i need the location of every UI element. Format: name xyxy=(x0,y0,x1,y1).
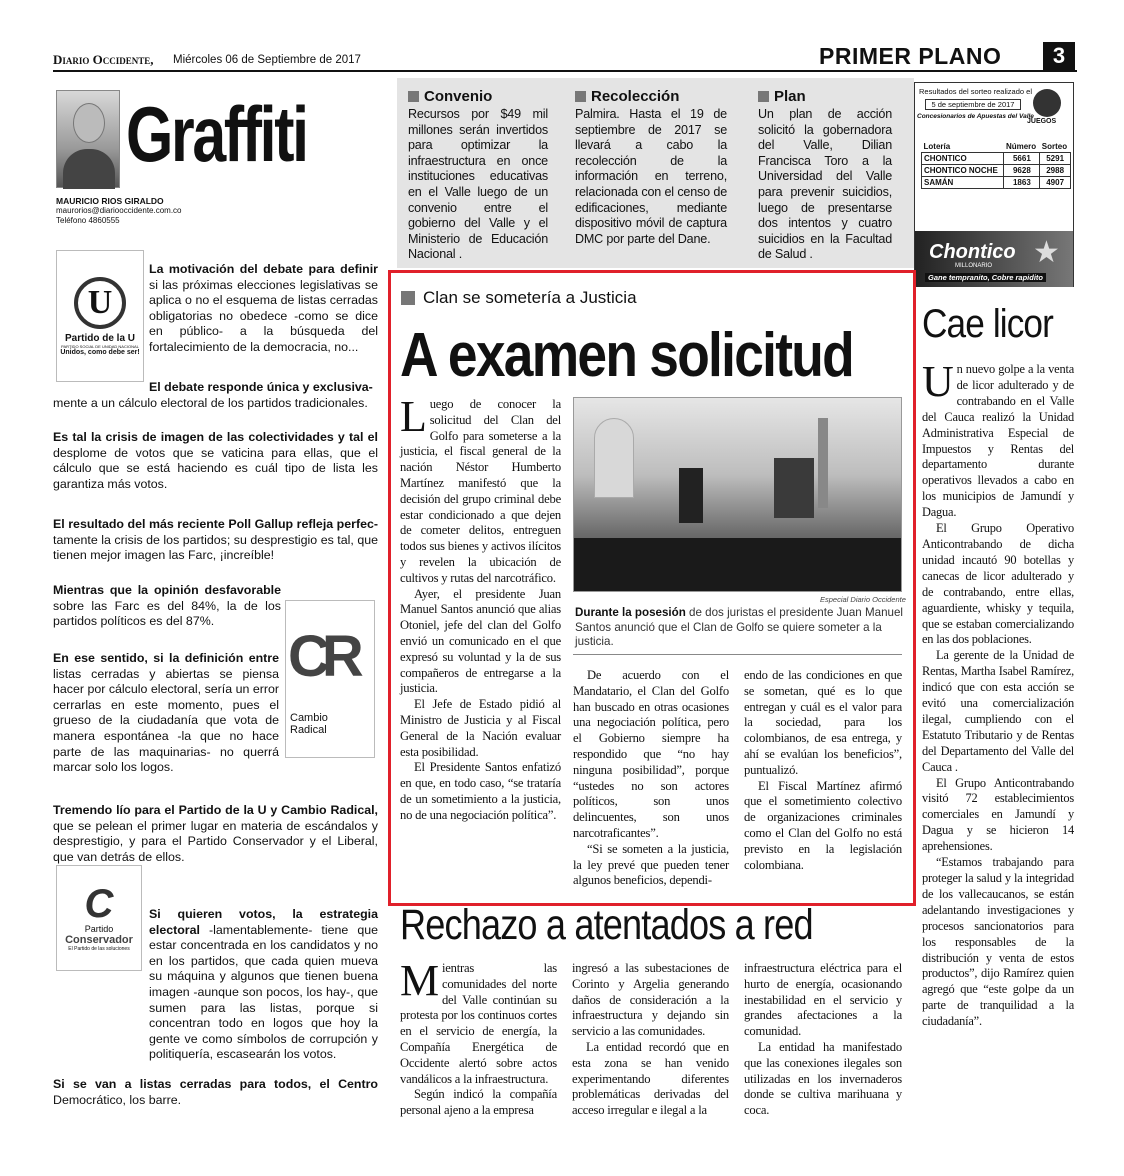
col-loteria: Lotería xyxy=(923,142,951,151)
cr-name: Cambio xyxy=(290,712,328,724)
main-col-3 xyxy=(744,668,902,873)
lottery-ad xyxy=(914,82,1074,287)
paragraph: La gerente de la Unidad de Rentas, Martha Isabel Ramírez, indicó que con esta acción se evitó una comercialización ilegal, cumpliendo con el Estatuto Tributario y de Rentas del Departamento del Valle del Cauca . xyxy=(922,648,1074,774)
columnist-photo xyxy=(56,90,120,188)
lottery-name: CHONTICO NOCHE xyxy=(922,165,1004,177)
lottery-number: 9628 xyxy=(1004,165,1040,177)
square-bullet-icon xyxy=(408,91,419,102)
item-lead: Tremendo lío para el Partido de la U y Cambio Radical, xyxy=(53,803,378,817)
caption-lead: Durante la posesión xyxy=(575,606,686,619)
item-lead: El resultado del más reciente Poll Gallup refleja perfec- xyxy=(53,517,378,531)
table-row xyxy=(922,177,1071,189)
graffiti-item xyxy=(149,262,378,356)
item-text: desplome de votos que se vaticina para ellas, que el cálculo que se está haciendo es cuál tipo de lista les garantiza más votos. xyxy=(53,445,378,491)
drop-cap: L xyxy=(400,392,427,441)
graffiti-item xyxy=(53,803,378,865)
cr-name2: Radical xyxy=(290,724,327,736)
brief-text: Recursos por $49 mil millones serán invertidos para optimizar la infraestructura en once instituciones educativas en el Valle luego de un convenio entre el gobierno del Valle y el Ministerio de Educación Nacional . xyxy=(408,107,548,262)
table-row xyxy=(922,153,1071,165)
column-title: Graffiti xyxy=(126,90,307,178)
brief-convenio xyxy=(408,88,548,263)
paragraph: “Estamos trabajando para proteger la salud y la integridad de los vallecaucanos, se están adelantando investigaciones y procesos sancionatorios para los responsables de la distribución y venta de estos productos”, dijo Ramírez quien agregó que “este golpe da un parte de tranquilidad a la ciudadanía”. xyxy=(922,855,1074,1029)
graffiti-item xyxy=(149,907,378,1063)
item-text: listas cerradas y abiertas se piensa hacer por cálculo electoral, sería un error cerrarlas en este momento, pues el grueso de la ciudadanía que vota de manera espontánea -la que no hace parte de las maquinarias- no querrá marcar solo los logos. xyxy=(53,666,279,775)
item-lead: La motivación del debate para definir xyxy=(149,262,378,276)
logo-u-motto: Unidos, como debe ser! xyxy=(60,348,140,356)
paragraph: uego de conocer la solicitud del Clan del Golfo para someterse a la justicia, el fiscal general de la nación Néstor Humberto Martínez manifestó que la decisión del grupo criminal debe estar condicionado a que dejen de cometer delitos, entreguen todos sus bienes y activos ilícitos y revelen la ubicación de cultivos y rutas del narcotráfico. xyxy=(400,397,561,585)
item-lead: El debate responde única y exclusiva- xyxy=(149,380,373,394)
columnist-phone: Teléfono 4860555 xyxy=(56,216,120,225)
masthead xyxy=(53,42,1077,72)
item-text: que se pelean el primer lugar en materia de escándalos y desprestigio, y para el Partido Conservador y el Liberal, que van detrás de ellos. xyxy=(53,818,378,864)
graffiti-item xyxy=(53,651,279,776)
paragraph: infraestructura eléctrica para el hurto de energía, ocasionando inestabilidad en el servicio y grandes afectaciones a la comunidad. xyxy=(744,961,902,1039)
item-lead: Si quieren votos, la estrategia electoral xyxy=(149,907,378,937)
paragraph: n nuevo golpe a la venta de licor adulterado y de contrabando en el Valle del Cauca realizó la Unidad Administrativa Especial de Impuestos y Rentas del departamento durante operativos llevados a cabo en los municipios de Jamundí y Dagua. xyxy=(922,362,1074,520)
second-headline: Rechazo a atentados a red xyxy=(400,901,813,949)
photo-credit: Especial Diario Occidente xyxy=(820,595,906,604)
columnist-name: MAURICIO RIOS GIRALDO xyxy=(56,196,164,206)
paragraph: El Grupo Anticontrabando visitó 72 establecimientos comerciales en Jamundí y Dagua y se hicieron 14 aprehensiones. xyxy=(922,775,1074,854)
square-bullet-icon xyxy=(758,91,769,102)
paragraph: La entidad recordó que en esta zona se han venido experimentando diferentes problemáticas derivadas del acceso irregular e ilegal a la xyxy=(572,1039,729,1118)
paragraph: ientras las comunidades del norte del Valle continúan su protesta por los continuos cortes en el servicio de energía, la Compañía Energética de Occidente alertó sobre actos vandálicos a la infraestructura. xyxy=(400,961,557,1086)
drop-cap: U xyxy=(922,357,954,406)
brief-title: Recolección xyxy=(591,88,680,105)
logo-u-name: Partido de la U xyxy=(64,332,135,344)
paragraph: “Si se someten a la justicia, la ley prevé que pueden tener algunos beneficios, dependi- xyxy=(573,841,729,888)
brief-plan xyxy=(758,88,892,263)
caption-divider xyxy=(573,654,902,655)
item-text: sobre las Farc es del 84%, la de los partidos políticos es del 87%. xyxy=(53,598,281,629)
star-icon: ★ xyxy=(1033,236,1060,269)
lottery-name: CHONTICO xyxy=(922,153,1004,165)
col-sorteo: Sorteo xyxy=(1041,142,1068,151)
side-col xyxy=(922,357,1074,1030)
graffiti-item-cont xyxy=(53,396,378,412)
paragraph: La entidad ha manifestado que las conexiones ilegales son utilizadas en los invernaderos donde se cultiva marihuana y coca. xyxy=(744,1039,902,1118)
main-col-2 xyxy=(573,668,729,889)
cambio-radical-logo xyxy=(285,600,375,758)
lottery-draw: 4907 xyxy=(1040,177,1071,189)
paragraph: Según indicó la compañía personal ajeno a la empresa xyxy=(400,1087,557,1118)
cr-mark-icon xyxy=(288,622,356,692)
square-bullet-icon xyxy=(575,91,586,102)
juegos-logo-icon xyxy=(1033,89,1061,117)
main-headline: A examen solicitud xyxy=(400,321,854,390)
paragraph: El Grupo Operativo Anticontrabando de dicha unidad incautó 90 botellas y canecas de licor adulterado y de contrabando, entre ellas, aguardiente, whisky y tequila, que se estaban comercializando en las dos poblaciones. xyxy=(922,521,1074,647)
c-mark: C xyxy=(84,882,114,926)
graffiti-item xyxy=(53,1077,378,1108)
item-text: mente a un cálculo electoral de los partidos tradicionales. xyxy=(53,396,368,410)
col-numero: Número xyxy=(1005,142,1037,151)
paragraph: ingresó a las subestaciones de Corinto y Argelia generando daños de consideración a la infraestructura y dejando sin servicio a las comunidades. xyxy=(572,961,729,1039)
item-lead: Es tal la crisis de imagen de las colectividades y tal el xyxy=(53,430,378,444)
chontico-banner xyxy=(915,231,1073,287)
kicker-text: Clan se sometería a Justicia xyxy=(423,288,637,307)
page-number: 3 xyxy=(1043,42,1075,70)
paragraph: Ayer, el presidente Juan Manuel Santos anunció que alias Otoniel, jefe del clan del Golfo envió un comunicado en el que expresó su voluntad y la de sus compañeros de entregarse a la justicia. xyxy=(400,586,561,696)
c-name: Partido xyxy=(84,924,114,934)
table-row xyxy=(922,165,1071,177)
item-text: -lamentablemente- tiene que estar concentrada en los candidatos y no en los partidos, que cada quien mueva su máquina y algunos que tienen buena imagen -aunque son pocos, los hay-, que sumen para las listas, porque si concentran todo en logos que hoy la gente ve como símbolos de corrupción y politiquería, escasearán los votos. xyxy=(149,922,378,1062)
drop-cap: M xyxy=(400,956,439,1005)
u-letter: U xyxy=(87,283,113,321)
caption-text: de dos juristas el presidente Juan Manuel Santos anunció que el Clan de Golfo se quiere someter a la justicia. xyxy=(575,606,904,649)
paragraph: El Presidente Santos enfatizó en que, en todo caso, “se trataría de un sometimiento a la justicia, no de una negociación política”. xyxy=(400,760,561,822)
lottery-name: SAMÁN xyxy=(922,177,1004,189)
issue-date: Miércoles 06 de Septiembre de 2017 xyxy=(173,54,361,66)
partido-conservador-logo xyxy=(56,865,142,971)
second-col-3 xyxy=(744,961,902,1119)
graffiti-item xyxy=(53,583,281,630)
c-sub: El Partido de las soluciones xyxy=(68,946,130,952)
side-headline: Cae licor xyxy=(922,302,1053,346)
lottery-table xyxy=(921,141,1071,189)
paper-name: Diario Occidente, xyxy=(53,52,154,67)
lottery-draw: 5291 xyxy=(1040,153,1071,165)
item-text: Democrático, los barre. xyxy=(53,1092,182,1107)
chontico-sub: MILLONARIO xyxy=(955,263,993,269)
main-kicker xyxy=(401,288,637,308)
graffiti-item xyxy=(53,517,378,564)
second-col-2 xyxy=(572,961,729,1119)
partido-u-logo xyxy=(56,250,144,382)
brief-recoleccion xyxy=(575,88,727,247)
main-col-1 xyxy=(400,392,561,824)
brief-title: Plan xyxy=(774,88,806,105)
item-text: si las próximas elecciones legislativas se aplica o no el esquema de listas cerradas obligatorias no obedece -como se dice en público- a la búsqueda del fortalecimiento de la democracia, no... xyxy=(149,277,378,354)
lottery-header: Resultados del sorteo realizado el xyxy=(919,87,1032,96)
chontico-brand: Chontico xyxy=(929,241,1016,263)
brief-title: Convenio xyxy=(424,88,493,105)
columnist-email: maurorios@diariooccidente.com.co xyxy=(56,206,182,215)
lottery-number: 1863 xyxy=(1004,177,1040,189)
second-col-1 xyxy=(400,956,557,1119)
item-lead: En ese sentido, si la definición entre xyxy=(53,651,279,665)
lottery-number: 5661 xyxy=(1004,153,1040,165)
paragraph: El Jefe de Estado pidió al Ministro de Justicia y al Fiscal General de la Nación evaluar esta posibilidad. xyxy=(400,697,561,759)
chontico-slogan: Gane tempranito, Cobre rapidito xyxy=(925,273,1046,282)
lottery-date: 5 de septiembre de 2017 xyxy=(925,99,1021,110)
item-text: tamente la crisis de los partidos; su desprestigio es tal, que tienen mejor imagen las Farc, ¡increíble! xyxy=(53,532,378,563)
paragraph: De acuerdo con el Mandatario, el Clan del Golfo han buscado en otras ocasiones una negociación política, pero el Gobierno siempre ha respondido que “no hay ninguna posibilidad”, porque “ustedes no son actores políticos, son unos delincuentes, son unos narcotraficantes”. xyxy=(573,668,729,840)
paragraph: endo de las condiciones en que se sometan, qué es lo que entregan y cuál es el valor para la sociedad, para los colombianos, de esa entrega, y ahí se evalúan los beneficios”, puntualizó. xyxy=(744,668,902,777)
brief-text: Un plan de acción solicitó la gobernadora del Valle, Dilian Francisca Toro a la Universidad del Valle para prevenir suicidios, luego de presentarse dos intentos y cuatro suicidios en la Facultad de Salud . xyxy=(758,107,892,262)
c-mark-icon xyxy=(85,884,114,924)
graffiti-item xyxy=(149,380,378,396)
u-circle-icon xyxy=(74,277,126,329)
logo-u-sub: PARTIDO SOCIAL DE UNIDAD NACIONAL xyxy=(61,343,139,349)
lottery-org: Concesionarios de Apuestas del Valle xyxy=(917,113,1034,120)
graffiti-item xyxy=(53,430,378,492)
juegos-logo-text: JUEGOS xyxy=(1027,118,1057,125)
c-name2: Conservador xyxy=(65,934,133,946)
brief-text: Palmira. Hasta el 19 de septiembre de 2017 se llevará a cabo la recolección de la información en terreno, relacionada con el censo de edificaciones, mediante dispositivo móvil de captura DMC por parte del Dane. xyxy=(575,107,727,246)
item-lead: Si se van a listas cerradas para todos, el Centro xyxy=(53,1077,378,1091)
paragraph: El Fiscal Martínez afirmó que el sometimiento colectivo de organizaciones criminales como el Clan del Golfo no está previsto en la legislación colombiana. xyxy=(744,778,902,872)
item-lead: Mientras que la opinión desfavorable xyxy=(53,583,281,597)
section-name: PRIMER PLANO xyxy=(819,43,1002,69)
lottery-draw: 2988 xyxy=(1040,165,1071,177)
photo-caption xyxy=(575,606,905,650)
main-photo xyxy=(573,397,902,592)
cr-mark: CR xyxy=(288,624,356,689)
square-bullet-icon xyxy=(401,291,415,305)
